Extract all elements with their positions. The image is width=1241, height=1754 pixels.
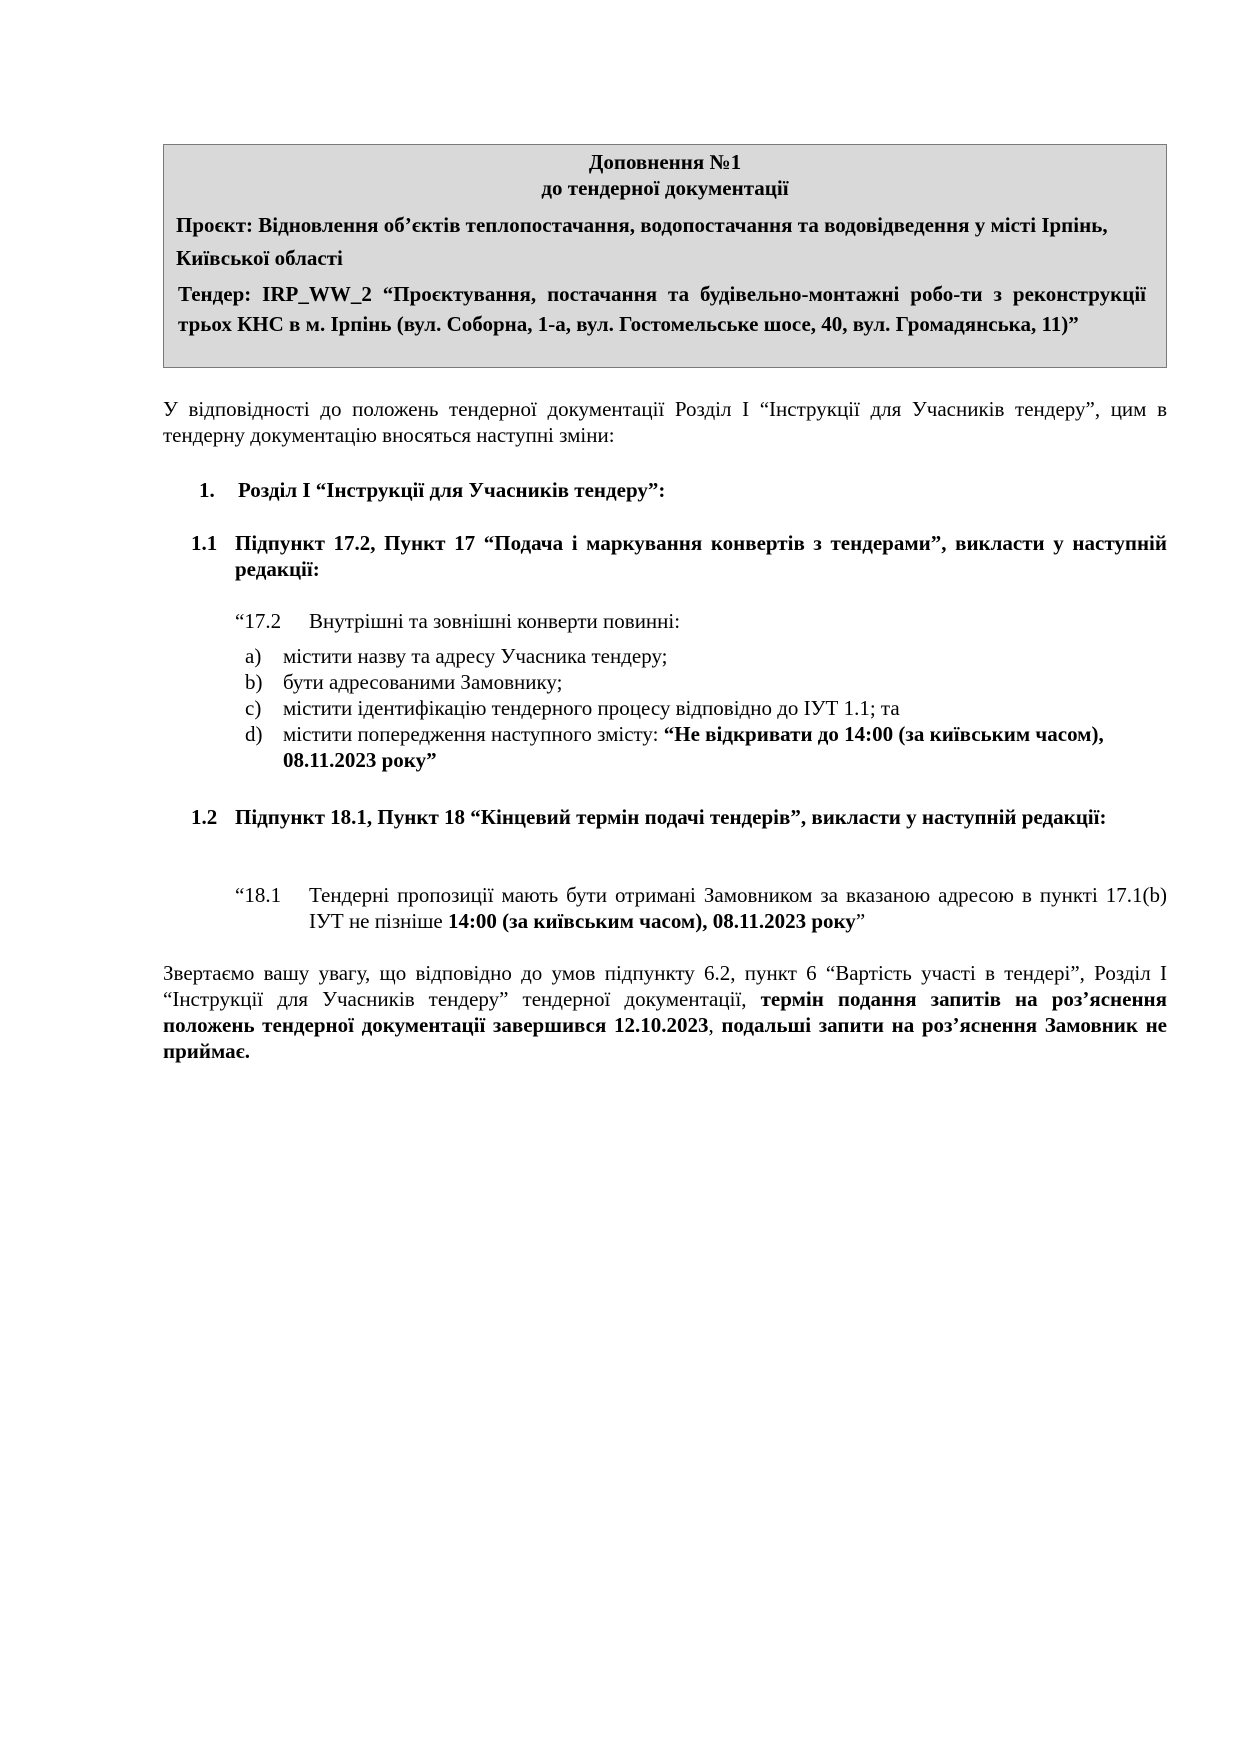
list-item-text: містити ідентифікацію тендерного процесу відповідно до ІУТ 1.1; та	[283, 696, 900, 720]
clause-text	[309, 882, 1167, 934]
notice-paragraph	[163, 960, 1167, 1064]
notice-text: Звертаємо вашу увагу, що відповідно до умов підпункту 6.2, пункт 6 “Вартість участі в тендері”, Розділ І “Інструкції для Учасників тендеру” тендерної документації,	[163, 961, 1167, 1011]
list-item-plain-text: містити попередження наступного змісту:	[283, 722, 664, 746]
list-item	[245, 643, 1167, 669]
list-item-text: бути адресованими Замовнику;	[283, 670, 563, 694]
list-item-label: d)	[245, 722, 263, 746]
subsection-number: 1.1	[191, 531, 218, 555]
list-item-text	[283, 721, 1167, 773]
list-item	[245, 695, 1167, 721]
document-header-box	[163, 144, 1167, 368]
section-number: 1.	[199, 478, 215, 502]
clause-plain-text: Тендерні пропозиції мають бути отримані Замовником за вказаною адресою в пункті 17.1(b) ІУТ не пізніше	[309, 883, 1167, 933]
project-name: Проєкт: Відновлення об’єктів теплопостачання, водопостачання та водовідведення у місті Ірпінь, Київської області	[176, 213, 1108, 270]
clause-text: Внутрішні та зовнішні конверти повинні:	[309, 609, 681, 633]
addendum-subtitle: до тендерної документації	[541, 176, 789, 200]
list-item-label: c)	[245, 696, 262, 720]
intro-paragraph: У відповідності до положень тендерної документації Розділ І “Інструкції для Учасників тендеру”, цим в тендерну документацію вносяться наступні зміни:	[163, 397, 1167, 447]
list-item	[245, 669, 1167, 695]
section-title: Розділ І “Інструкції для Учасників тендеру”:	[238, 478, 666, 502]
list-item-label: b)	[245, 670, 263, 694]
clause-deadline: 14:00 (за київським часом), 08.11.2023 року	[447, 909, 856, 933]
clause-number: “18.1	[235, 883, 282, 907]
subsection-number: 1.2	[191, 805, 218, 829]
subsection-text: Підпункт 17.2, Пункт 17 “Подача і маркування конвертів з тендерами”, викласти у наступній редакції:	[235, 531, 1167, 581]
subsection-text: Підпункт 18.1, Пункт 18 “Кінцевий термін подачі тендерів”, викласти у наступній редакції:	[235, 805, 1107, 829]
clause-closing-quote: ”	[855, 909, 866, 933]
notice-separator: ,	[708, 1013, 722, 1037]
notice-no-more-requests: подальші запити на роз’яснення Замовник не приймає.	[163, 1013, 1167, 1063]
list-item	[245, 721, 1167, 773]
list-item-label: a)	[245, 644, 262, 668]
section-heading	[199, 477, 665, 503]
subsection-1-2	[191, 804, 1167, 830]
list-item-text: містити назву та адресу Учасника тендеру;	[283, 644, 668, 668]
addendum-title: Доповнення №1	[588, 150, 742, 174]
tender-name: Тендер: IRP_WW_2 “Проєктування, постачання та будівельно-монтажні робо-ти з реконструкції трьох КНС в м. Ірпінь (вул. Соборна, 1-а, вул. Гостомельське шосе, 40, вул. Громадянська, 11)”	[178, 282, 1146, 336]
subsection-1-1	[191, 530, 1167, 582]
envelope-requirements-list	[245, 643, 1167, 773]
notice-deadline: термін подання запитів на роз’яснення положень тендерної документації завершився 12.10.2023	[163, 987, 1168, 1037]
clause-18-1	[235, 882, 1167, 934]
clause-17-2	[235, 608, 680, 634]
list-item-warning-text: “Не відкривати до 14:00 (за київським часом), 08.11.2023 року”	[283, 722, 1104, 772]
clause-number: “17.2	[235, 609, 282, 633]
